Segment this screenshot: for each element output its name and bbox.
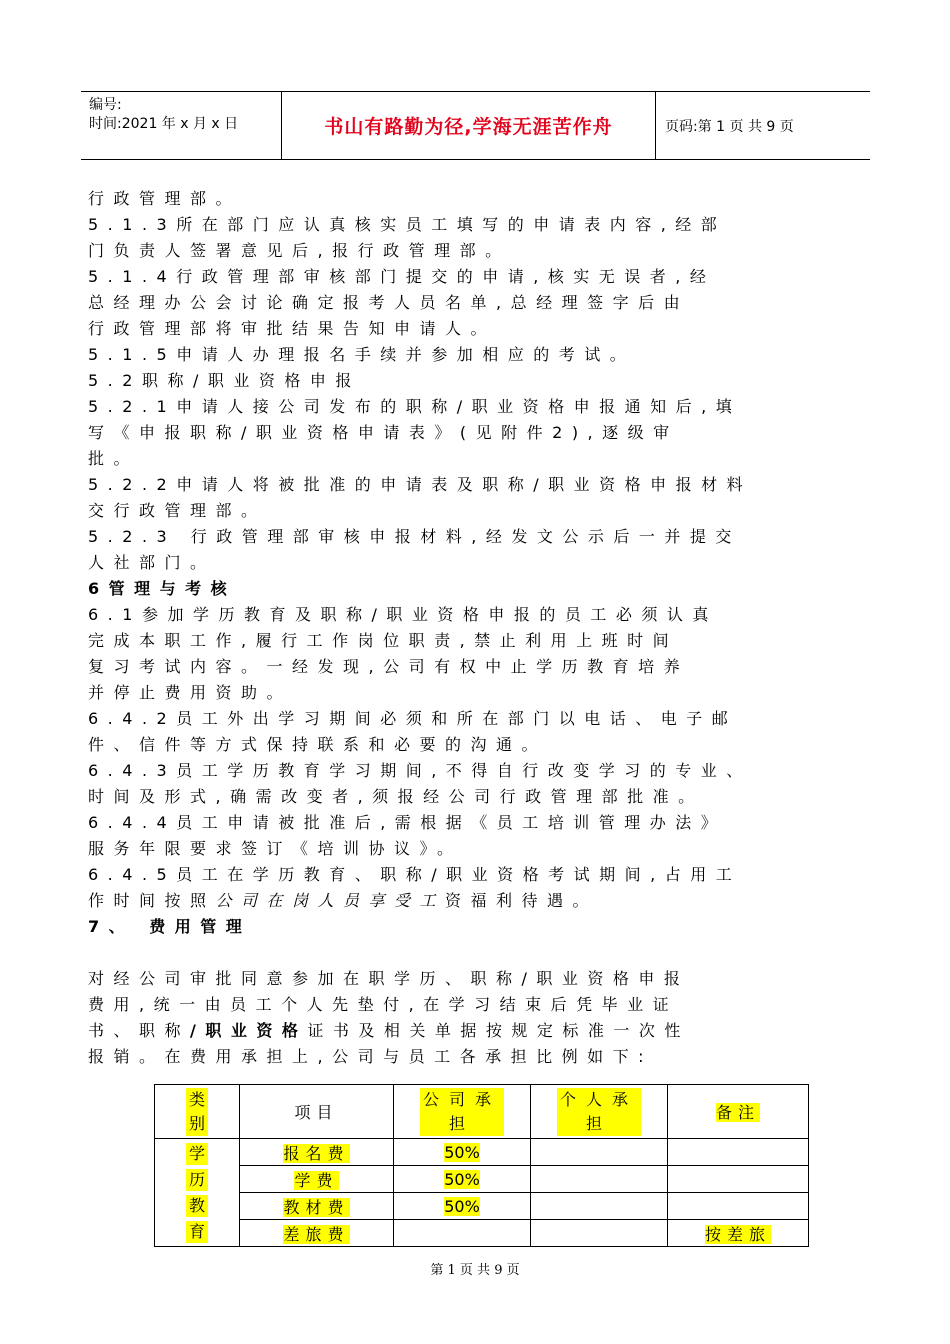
text-span: 作时间按照 — [88, 891, 216, 910]
table-row — [155, 1166, 809, 1193]
personal-cell — [531, 1220, 668, 1247]
note-cell — [668, 1220, 809, 1247]
note-text: 按差旅 — [704, 1224, 771, 1244]
header-category: 类别 — [186, 1088, 208, 1136]
text-line: 写《申报职称/职业资格申请表》(见附件2),逐级审 — [88, 423, 679, 442]
text-line: 6.4.3员工学历教育学习期间,不得自行改变学习的专业、 — [88, 761, 752, 780]
header-page-info: 页码:第 1 页 共 9 页 — [665, 119, 794, 135]
text-line: 报销。在费用承担上,公司与员工各承担比例如下: — [88, 1047, 653, 1066]
header-meta — [89, 96, 279, 134]
text-span: 证书及相关单据按规定标准一次性 — [307, 1021, 690, 1040]
header-company: 公司承担 — [420, 1088, 504, 1136]
table-row — [155, 1193, 809, 1220]
text-line-mixed — [88, 888, 858, 914]
personal-cell — [531, 1166, 668, 1193]
text-line: 人社部门。 — [88, 553, 216, 572]
text-line: 行政管理部。 — [88, 189, 242, 208]
item-text: 教材费 — [283, 1197, 350, 1217]
section-heading: 6管理与考核 — [88, 579, 237, 598]
company-cell — [394, 1220, 531, 1247]
company-cell — [394, 1139, 531, 1166]
company-share: 50% — [444, 1196, 480, 1216]
text-line: 对经公司审批同意参加在职学历、职称/职业资格申报 — [88, 969, 690, 988]
text-line: 时间及形式,确需改变者,须报经公司行政管理部批准。 — [88, 787, 704, 806]
text-line: 6.1参加学历教育及职称/职业资格申报的员工必须认真 — [88, 605, 718, 624]
note-cell — [668, 1139, 809, 1166]
italic-text-span: 公司在岗人员享受工 — [215, 891, 446, 910]
document-number-label: 编号: — [89, 97, 122, 113]
text-line: 费用,统一由员工个人先垫付,在学习结束后凭毕业证 — [88, 995, 679, 1014]
header-cell — [240, 1085, 394, 1139]
text-line: 5.2.3 行政管理部审核申报材料,经发文公示后一并提交 — [88, 527, 741, 546]
item-cell — [240, 1166, 394, 1193]
item-cell — [240, 1193, 394, 1220]
header-cell — [668, 1085, 809, 1139]
text-line: 5.2.1申请人接公司发布的职称/职业资格申报通知后,填 — [88, 397, 742, 416]
table-row — [155, 1220, 809, 1247]
text-line: 门负责人签署意见后,报行政管理部。 — [88, 241, 511, 260]
company-share: 50% — [444, 1169, 480, 1189]
item-cell — [240, 1139, 394, 1166]
page-header — [81, 91, 870, 160]
text-line: 总经理办公会讨论确定报考人员名单,总经理签字后由 — [88, 293, 690, 312]
item-cell — [240, 1220, 394, 1247]
item-text: 报名费 — [283, 1143, 350, 1163]
text-line: 交行政管理部。 — [88, 501, 267, 520]
text-line: 5.1.4行政管理部审核部门提交的申请,核实无误者,经 — [88, 267, 716, 286]
text-line: 服务年限要求签订《培训协议》。 — [88, 839, 463, 858]
item-text: 差旅费 — [283, 1224, 350, 1244]
item-text: 学费 — [294, 1170, 339, 1190]
company-cell — [394, 1193, 531, 1220]
text-line: 6.4.5员工在学历教育、职称/职业资格考试期间,占用工 — [88, 865, 742, 884]
table-row — [155, 1139, 809, 1166]
category-cell — [155, 1139, 240, 1247]
header-divider — [655, 92, 656, 159]
document-body — [88, 186, 858, 1070]
text-line: 6.4.4员工申请被批准后,需根据《员工培训管理办法》 — [88, 813, 727, 832]
text-line-mixed — [88, 1018, 858, 1044]
table-header-row — [155, 1085, 809, 1139]
note-cell — [668, 1166, 809, 1193]
header-personal: 个人承担 — [557, 1088, 641, 1136]
text-line: 复习考试内容。一经发现,公司有权中止学历教育培养 — [88, 657, 690, 676]
header-cell — [394, 1085, 531, 1139]
text-line: 5.1.5申请人办理报名手续并参加相应的考试。 — [88, 345, 636, 364]
header-note: 备注 — [715, 1103, 760, 1122]
category-label — [155, 1143, 239, 1243]
text-line: 5.1.3所在部门应认真核实员工填写的申请表内容,经部 — [88, 215, 727, 234]
category-char: 育 — [186, 1221, 208, 1243]
personal-cell — [531, 1139, 668, 1166]
company-share: 50% — [444, 1142, 480, 1162]
note-cell — [668, 1193, 809, 1220]
bold-text-span: /职业资格 — [190, 1021, 308, 1040]
text-line: 批。 — [88, 449, 140, 468]
personal-cell — [531, 1193, 668, 1220]
section-heading: 5.2职称/职业资格申报 — [88, 371, 361, 390]
header-cell — [155, 1085, 240, 1139]
category-char: 教 — [186, 1195, 208, 1217]
header-motto: 书山有路勤为径,学海无涯苦作舟 — [324, 116, 613, 138]
company-cell — [394, 1166, 531, 1193]
text-line: 行政管理部将审批结果告知申请人。 — [88, 319, 497, 338]
document-date: 时间:2021 年 x 月 x 日 — [89, 116, 239, 132]
category-char: 学 — [186, 1143, 208, 1165]
text-line: 完成本职工作,履行工作岗位职责,禁止利用上班时间 — [88, 631, 679, 650]
text-span: 资福利待遇。 — [445, 891, 599, 910]
text-line: 件、信件等方式保持联系和必要的沟通。 — [88, 735, 548, 754]
section-heading: 7、 费用管理 — [88, 917, 252, 936]
header-cell — [531, 1085, 668, 1139]
page-footer: 第 1 页 共 9 页 — [430, 1263, 520, 1278]
text-line: 5.2.2申请人将被批准的申请表及职称/职业资格申报材料 — [88, 475, 753, 494]
category-char: 历 — [186, 1169, 208, 1191]
cost-sharing-table — [154, 1084, 809, 1247]
text-line: 并停止费用资助。 — [88, 683, 293, 702]
header-item: 项目 — [294, 1103, 339, 1122]
text-span: 书、职称 — [88, 1021, 191, 1040]
text-line: 6.4.2员工外出学习期间必须和所在部门以电话、电子邮 — [88, 709, 738, 728]
